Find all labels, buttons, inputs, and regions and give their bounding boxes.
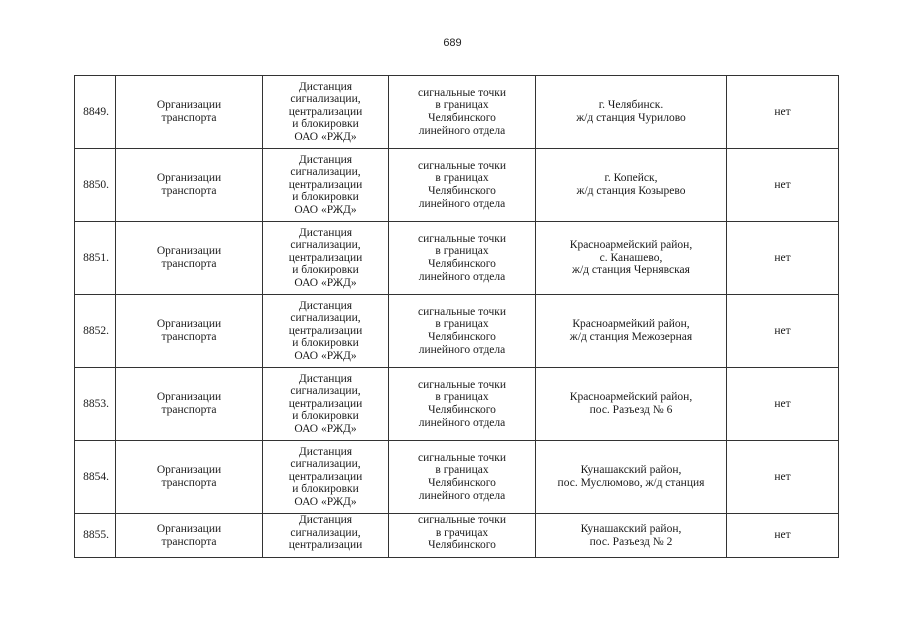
- registry-table-body: [75, 76, 839, 558]
- points-cell-line: сигнальные точки: [417, 305, 507, 318]
- unit-cell-line: сигнализации,: [290, 526, 361, 539]
- unit-cell-line: сигнализации,: [290, 93, 361, 106]
- organization-cell-line: Организации: [156, 318, 222, 331]
- unit-cell: [263, 295, 389, 368]
- location-cell: [536, 441, 727, 514]
- location-cell-line: Красноармейский район,: [569, 239, 693, 252]
- points-cell-line: линейного отдела: [418, 416, 506, 429]
- unit-cell-line: ОАО «РЖД»: [294, 495, 357, 508]
- location-cell-line: Кунашакский район,: [580, 522, 682, 535]
- organization-cell: [116, 295, 263, 368]
- unit-cell-line: Дистанция: [298, 153, 353, 166]
- points-cell: [389, 441, 536, 514]
- unit-cell: [263, 514, 389, 558]
- location-cell-line: ж/д станция Чурилово: [576, 112, 686, 124]
- points-cell: [389, 514, 536, 558]
- location-cell-line: с. Канашево,: [599, 251, 663, 264]
- unit-cell: [263, 368, 389, 441]
- organization-cell: [116, 514, 263, 558]
- location-cell-line: пос. Разъезд № 6: [589, 404, 673, 416]
- points-cell: [389, 295, 536, 368]
- location-cell: [536, 514, 727, 558]
- row-number-cell: 8851.: [75, 222, 116, 295]
- unit-cell-line: централизации: [288, 178, 363, 191]
- unit-cell-line: ОАО «РЖД»: [294, 130, 357, 143]
- table-row: [75, 441, 839, 514]
- row-number-cell: 8853.: [75, 368, 116, 441]
- points-cell-line: в границах: [435, 318, 489, 331]
- table-row: [75, 514, 839, 558]
- unit-cell-line: и блокировки: [292, 264, 359, 277]
- flag-cell: нет: [727, 441, 839, 514]
- organization-cell: [116, 368, 263, 441]
- unit-cell: [263, 149, 389, 222]
- unit-cell-line: сигнализации,: [290, 458, 361, 471]
- location-cell-line: пос. Муслюмово, ж/д станция: [557, 477, 705, 489]
- unit-cell-line: и блокировки: [292, 337, 359, 350]
- unit-cell: [263, 222, 389, 295]
- points-cell-line: в грачицах: [435, 526, 489, 539]
- points-cell-line: Челябинского: [428, 539, 496, 552]
- unit-cell-line: централизации: [288, 324, 363, 337]
- organization-cell: [116, 222, 263, 295]
- points-cell-line: линейного отдела: [418, 489, 506, 502]
- location-cell-line: ж/д станция Межозерная: [569, 331, 693, 343]
- organization-cell: [116, 149, 263, 222]
- points-cell-line: Челябинского: [428, 258, 496, 270]
- unit-cell-line: централизации: [288, 397, 363, 410]
- points-cell-line: линейного отдела: [418, 343, 506, 356]
- points-cell-line: линейного отдела: [418, 197, 506, 210]
- points-cell-line: сигнальные точки: [417, 86, 507, 99]
- organization-cell-line: Организации: [156, 464, 222, 477]
- organization-cell-line: Организации: [156, 522, 222, 535]
- unit-cell-line: централизации: [288, 105, 363, 118]
- points-cell-line: Челябинского: [428, 331, 496, 343]
- flag-cell: нет: [727, 295, 839, 368]
- unit-cell-line: Дистанция: [298, 372, 353, 385]
- points-cell-line: в границах: [435, 391, 489, 404]
- organization-cell-line: транспорта: [161, 477, 217, 489]
- unit-cell-line: ОАО «РЖД»: [294, 349, 357, 362]
- points-cell-line: в границах: [435, 245, 489, 258]
- location-cell: [536, 149, 727, 222]
- points-cell-line: сигнальные точки: [417, 232, 507, 245]
- points-cell: [389, 76, 536, 149]
- points-cell-line: линейного отдела: [418, 270, 506, 283]
- location-cell-line: Красноармейкий район,: [572, 318, 690, 331]
- location-cell: [536, 368, 727, 441]
- row-number-cell: 8849.: [75, 76, 116, 149]
- unit-cell-line: сигнализации,: [290, 312, 361, 325]
- organization-cell-line: транспорта: [161, 535, 217, 548]
- points-cell: [389, 149, 536, 222]
- unit-cell-line: и блокировки: [292, 118, 359, 131]
- unit-cell-line: ОАО «РЖД»: [294, 422, 357, 435]
- location-cell: [536, 76, 727, 149]
- organization-cell-line: транспорта: [161, 331, 217, 343]
- location-cell: [536, 295, 727, 368]
- registry-table: [74, 75, 839, 558]
- location-cell-line: г. Копейск,: [604, 172, 658, 185]
- location-cell-line: г. Челябинск.: [598, 99, 664, 112]
- unit-cell-line: и блокировки: [292, 483, 359, 496]
- flag-cell: нет: [727, 368, 839, 441]
- organization-cell-line: Организации: [156, 172, 222, 185]
- table-row: [75, 368, 839, 441]
- flag-cell: нет: [727, 149, 839, 222]
- organization-cell-line: транспорта: [161, 185, 217, 197]
- table-row: [75, 149, 839, 222]
- unit-cell-line: Дистанция: [298, 514, 353, 526]
- points-cell-line: линейного отдела: [418, 124, 506, 137]
- unit-cell: [263, 76, 389, 149]
- row-number-cell: 8855.: [75, 514, 116, 558]
- unit-cell-line: Дистанция: [298, 226, 353, 239]
- unit-cell-line: и блокировки: [292, 191, 359, 204]
- points-cell-line: Челябинского: [428, 404, 496, 416]
- points-cell: [389, 368, 536, 441]
- flag-cell: нет: [727, 514, 839, 558]
- organization-cell-line: Организации: [156, 245, 222, 258]
- unit-cell-line: Дистанция: [298, 445, 353, 458]
- unit-cell-line: Дистанция: [298, 299, 353, 312]
- points-cell-line: Челябинского: [428, 477, 496, 489]
- unit-cell-line: сигнализации,: [290, 385, 361, 398]
- points-cell-line: в границах: [435, 99, 489, 112]
- page-number: 689: [443, 37, 462, 49]
- organization-cell-line: транспорта: [161, 258, 217, 270]
- unit-cell-line: централизации: [288, 251, 363, 264]
- organization-cell-line: Организации: [156, 391, 222, 404]
- organization-cell-line: транспорта: [161, 112, 217, 124]
- organization-cell-line: Организации: [156, 99, 222, 112]
- location-cell-line: ж/д станция Козырево: [576, 185, 686, 197]
- table-row: [75, 295, 839, 368]
- points-cell-line: сигнальные точки: [417, 451, 507, 464]
- unit-cell-line: сигнализации,: [290, 166, 361, 179]
- organization-cell: [116, 76, 263, 149]
- unit-cell-line: и блокировки: [292, 410, 359, 423]
- location-cell: [536, 222, 727, 295]
- table-row: [75, 222, 839, 295]
- unit-cell-line: ОАО «РЖД»: [294, 276, 357, 289]
- location-cell-line: пос. Разъезд № 2: [589, 535, 673, 548]
- points-cell-line: сигнальные точки: [417, 159, 507, 172]
- location-cell-line: Кунашакский район,: [580, 464, 682, 477]
- organization-cell: [116, 441, 263, 514]
- row-number-cell: 8850.: [75, 149, 116, 222]
- points-cell-line: Челябинского: [428, 112, 496, 124]
- location-cell-line: Красноармейский район,: [569, 391, 693, 404]
- unit-cell: [263, 441, 389, 514]
- unit-cell-line: сигнализации,: [290, 239, 361, 252]
- unit-cell-line: ОАО «РЖД»: [294, 203, 357, 216]
- flag-cell: нет: [727, 76, 839, 149]
- points-cell-line: в границах: [435, 464, 489, 477]
- row-number-cell: 8852.: [75, 295, 116, 368]
- unit-cell-line: централизации: [288, 539, 363, 552]
- row-number-cell: 8854.: [75, 441, 116, 514]
- points-cell-line: сигнальные точки: [417, 378, 507, 391]
- unit-cell-line: централизации: [288, 470, 363, 483]
- location-cell-line: ж/д станция Чернявская: [572, 264, 690, 277]
- organization-cell-line: транспорта: [161, 404, 217, 416]
- points-cell-line: в границах: [435, 172, 489, 185]
- unit-cell-line: Дистанция: [298, 80, 353, 93]
- table-row: [75, 76, 839, 149]
- flag-cell: нет: [727, 222, 839, 295]
- points-cell: [389, 222, 536, 295]
- points-cell-line: Челябинского: [428, 185, 496, 197]
- points-cell-line: сигнальные точки: [417, 514, 507, 526]
